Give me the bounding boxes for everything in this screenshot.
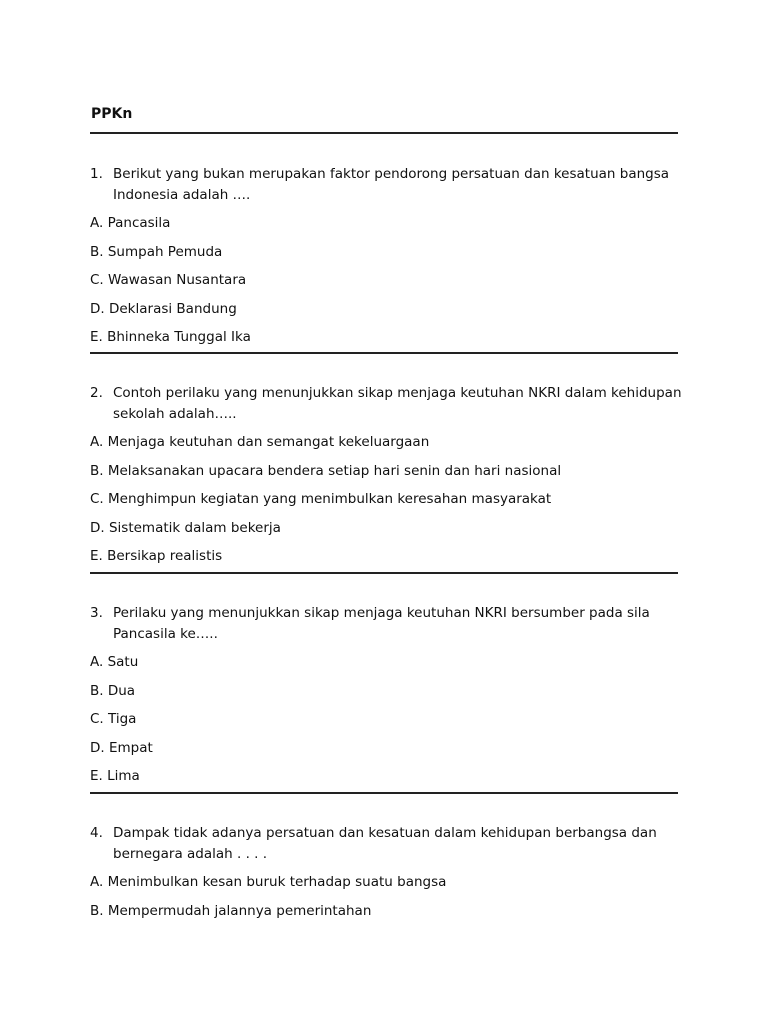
options-list [90,868,682,925]
option-e: E. Bersikap realistis [90,548,223,564]
option-a: A. Menjaga keutuhan dan semangat kekeluargaan [90,434,430,450]
question-stem [90,164,682,206]
option-a: A. Pancasila [90,215,171,231]
option-d: D. Deklarasi Bandung [90,300,237,317]
question-text: Perilaku yang menunjukkan sikap menjaga keutuhan NKRI bersumber pada sila Pancasila ke….. [113,605,650,642]
question-number: 1. [90,166,103,182]
option-c: C. Menghimpun kegiatan yang menimbulkan keresahan masyarakat [90,491,552,507]
options-list [90,209,682,352]
question-stem [90,383,682,425]
question-4 [90,823,682,925]
option-b: B. Dua [90,682,136,699]
option-a: A. Menimbulkan kesan buruk terhadap suatu bangsa [90,874,447,890]
question-2 [90,383,682,571]
option-d: D. Sistematik dalam bekerja [90,519,281,536]
option-a: A. Satu [90,654,139,670]
option-e: E. Lima [90,768,140,784]
question-text: Contoh perilaku yang menunjukkan sikap menjaga keutuhan NKRI dalam kehidupan sekolah adalah….. [113,385,682,422]
option-e: E. Bhinneka Tunggal Ika [90,329,251,345]
question-stem [90,603,682,645]
option-c: C. Tiga [90,711,137,727]
divider [90,792,678,794]
options-list [90,648,682,791]
question-stem [90,823,682,865]
question-text: Berikut yang bukan merupakan faktor pendorong persatuan dan kesatuan bangsa Indonesia adalah …. [113,166,670,203]
divider [90,352,678,354]
divider [90,572,678,574]
option-b: B. Sumpah Pemuda [90,243,223,260]
divider [90,132,678,134]
option-d: D. Empat [90,739,153,756]
option-b: B. Melaksanakan upacara bendera setiap hari senin dan hari nasional [90,462,562,479]
options-list [90,428,682,571]
option-c: C. Wawasan Nusantara [90,272,247,288]
question-number: 3. [90,605,103,621]
question-1 [90,164,682,352]
question-number: 2. [90,385,103,401]
question-text: Dampak tidak adanya persatuan dan kesatuan dalam kehidupan berbangsa dan bernegara adalah . . . . [113,825,657,862]
subject-title: PPKn [91,106,133,122]
question-number: 4. [90,825,103,841]
question-3 [90,603,682,791]
option-b: B. Mempermudah jalannya pemerintahan [90,902,372,919]
